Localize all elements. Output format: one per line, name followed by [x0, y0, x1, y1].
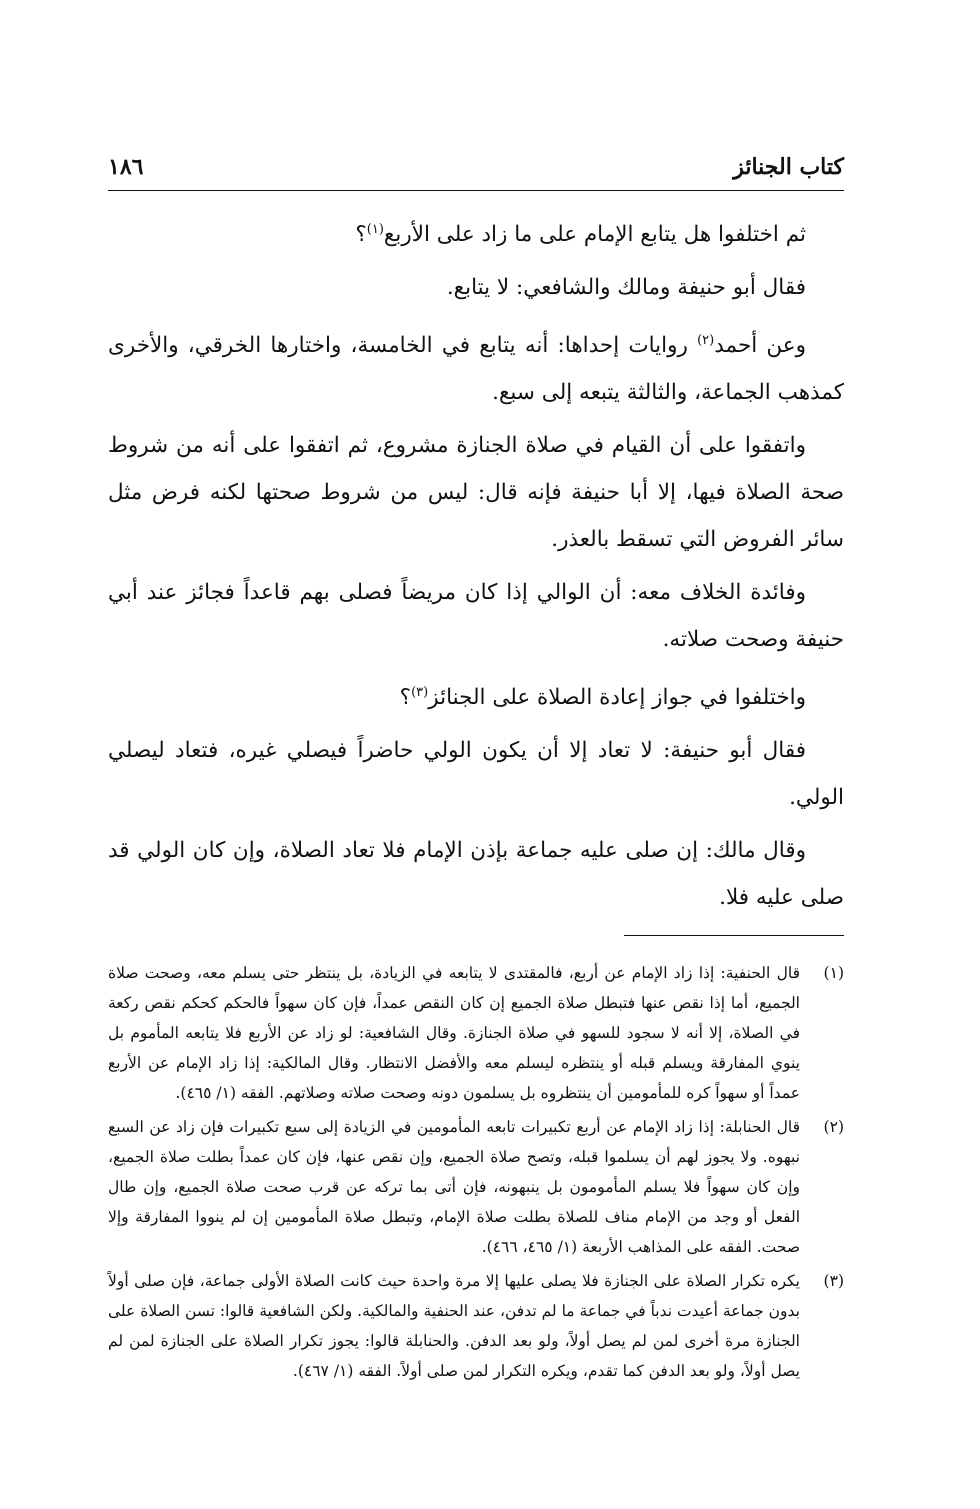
- footnote-number: (٢): [823, 1118, 844, 1137]
- footnote-3: [108, 1266, 844, 1386]
- main-text: [108, 206, 844, 921]
- paragraph-8: وقال مالك: إن صلى عليه جماعة بإذن الإمام فلا تعاد الصلاة، وإن كان الولي قد صلى عليه فلا.: [108, 838, 844, 911]
- paragraph-4: واتفقوا على أن القيام في صلاة الجنازة مشروع، ثم اتفقوا على أنه من شروط صحة الصلاة فيها، إلا أبا حنيفة فإنه قال: ليس من شروط صحتها لكنه فرض مثل سائر الفروض التي تسقط بالعذر.: [108, 433, 844, 553]
- page-header: [108, 150, 844, 190]
- paragraph-2: فقال أبو حنيفة ومالك والشافعي: لا يتابع.: [446, 275, 806, 301]
- footnote-text: قال الحنفية: إذا زاد الإمام عن أربع، فالمقتدى لا يتابعه في الزيادة، بل ينتظر حتى يسلم معه، وصحت صلاة الجميع، أما إذا نقص عنها فتبطل صلاة الجميع إن كان النقص عمداً، فإن كان سهواً فالحكم كحكم نقص ركعة في الصلاة، إلا أنه لا سجود للسهو في صلاة الجنازة. وقال الشافعية: لو زاد عن الأربع فلا يتابعه المأموم بل ينوي المفارقة ويسلم قبله أو ينتظره ليسلم معه والأفضل الانتظار. وقال المالكية: إذا زاد الإمام عن الأربع عمداً أو سهواً كره للمأمومين أن ينتظروه بل يسلمون دونه وصحت صلاته وصلاتهم. الفقه (١/ ٤٦٥).: [108, 964, 800, 1103]
- chapter-title: كتاب الجنائز: [733, 154, 844, 180]
- footnote-ref-3[interactable]: (٣): [411, 685, 429, 701]
- footnote-ref-2[interactable]: (٢): [697, 333, 715, 349]
- paragraph-5: وفائدة الخلاف معه: أن الوالي إذا كان مريضاً فصلى بهم قاعداً فجائز عند أبي حنيفة وصحت صلاته.: [108, 580, 844, 653]
- page-number: ١٨٦: [108, 154, 144, 180]
- footnote-2: [108, 1112, 844, 1262]
- paragraph-1: ثم اختلفوا هل يتابع الإمام على ما زاد على الأربع$^{(١)}$؟: [355, 222, 806, 248]
- book-page: [108, 150, 844, 1390]
- paragraph-6: واختلفوا في جواز إعادة الصلاة على الجنائز$^{(٣)}$؟: [399, 685, 806, 711]
- footnote-number: (١): [823, 964, 844, 983]
- footnote-divider: [624, 935, 844, 936]
- footnote-text: قال الحنابلة: إذا زاد الإمام عن أربع تكبيرات تابعه المأمومين في الزيادة إلى سبع تكبيرات فإن زاد عن السبع نبهوه. ولا يجوز لهم أن يسلموا قبله، وتصح صلاة الجميع، وإن نقص عنها، فإن كان عمداً بطلت صلاة الجميع، وإن كان سهواً فلا يسلم المأمومون بل ينبهونه، فإن أتى بما تركه عن قرب صحت صلاة الجميع، وإن طال الفعل أو وجد من الإمام مناف للصلاة بطلت صلاة الإمام، وتبطل صلاة المأمومين إن لم ينووا المفارقة وإلا صحت. الفقه على المذاهب الأربعة (١/ ٤٦٥، ٤٦٦).: [108, 1118, 800, 1257]
- paragraph-7: فقال أبو حنيفة: لا تعاد إلا أن يكون الولي حاضراً فيصلي غيره، فتعاد ليصلي الولي.: [108, 738, 844, 811]
- footnotes: [108, 958, 844, 1386]
- footnote-ref-1[interactable]: (١): [366, 222, 384, 237]
- footnote-number: (٣): [823, 1272, 844, 1291]
- footnote-text: يكره تكرار الصلاة على الجنازة فلا يصلى عليها إلا مرة واحدة حيث كانت الصلاة الأولى جماعة، فإن صلى أولاً بدون جماعة أعيدت ندباً في جماعة ما لم تدفن، عند الحنفية والمالكية. ولكن الشافعية قالوا: تسن الصلاة على الجنازة مرة أخرى لمن لم يصل أولاً، ولو بعد الدفن. والحنابلة قالوا: يجوز تكرار الصلاة على الجنازة لمن لم يصل أولاً، ولو بعد الدفن كما تقدم، ويكره التكرار لمن صلى أولاً. الفقه (١/ ٤٦٧).: [108, 1272, 800, 1381]
- paragraph-3: وعن أحمد$^{(٢)}$ روايات إحداها: أنه يتابع في الخامسة، واختارها الخرقي، والأخرى كمذهب الجماعة، والثالثة يتبعه إلى سبع.: [108, 333, 844, 406]
- footnote-1: [108, 958, 844, 1108]
- header-divider: [108, 190, 844, 191]
